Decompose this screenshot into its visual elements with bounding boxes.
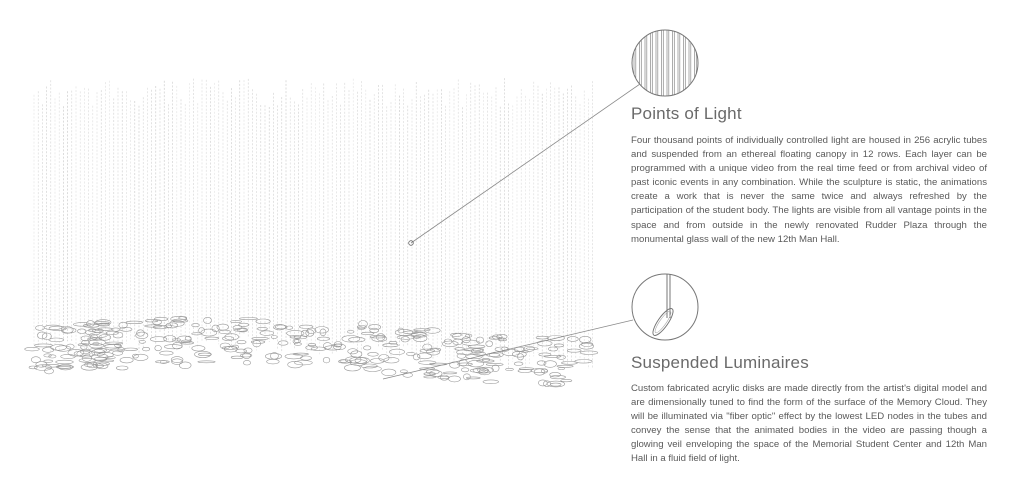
- suspended-luminaires-description: Custom fabricated acrylic disks are made directly from the artist's digital model and are dimensionally tuned to find the form of the surface of the Memory Cloud. They will be illuminated via "fiber optic" effect by the lowest LED nodes in the tubes and convey the sense that the animated bodies in the video are passing though a glowing veil enveloping the space of the Memorial Student Center and 12th Man Hall in a fluid field of light.: [631, 383, 987, 465]
- luminaire-disks: [25, 316, 598, 387]
- points-of-light-description: Four thousand points of individually controlled light are housed in 256 acrylic tubes and suspended from an ethereal floating canopy in 12 rows. Each layer can be programmed with a unique video from the real time feed or from archival video of past iconic events in any combination. While the sculpture is static, the animations create a work that is never the same twice and always refreshed by the participation of the student body. The lights are visible from all vantage points in the space and from outside in the newly renovated Rudder Plaza through the monumental glass wall of the new 12th Man Hall.: [631, 135, 987, 245]
- points-of-light-heading: Points of Light: [631, 104, 742, 123]
- light-tubes: [34, 78, 593, 370]
- suspended-luminaires-heading: Suspended Luminaires: [631, 353, 809, 372]
